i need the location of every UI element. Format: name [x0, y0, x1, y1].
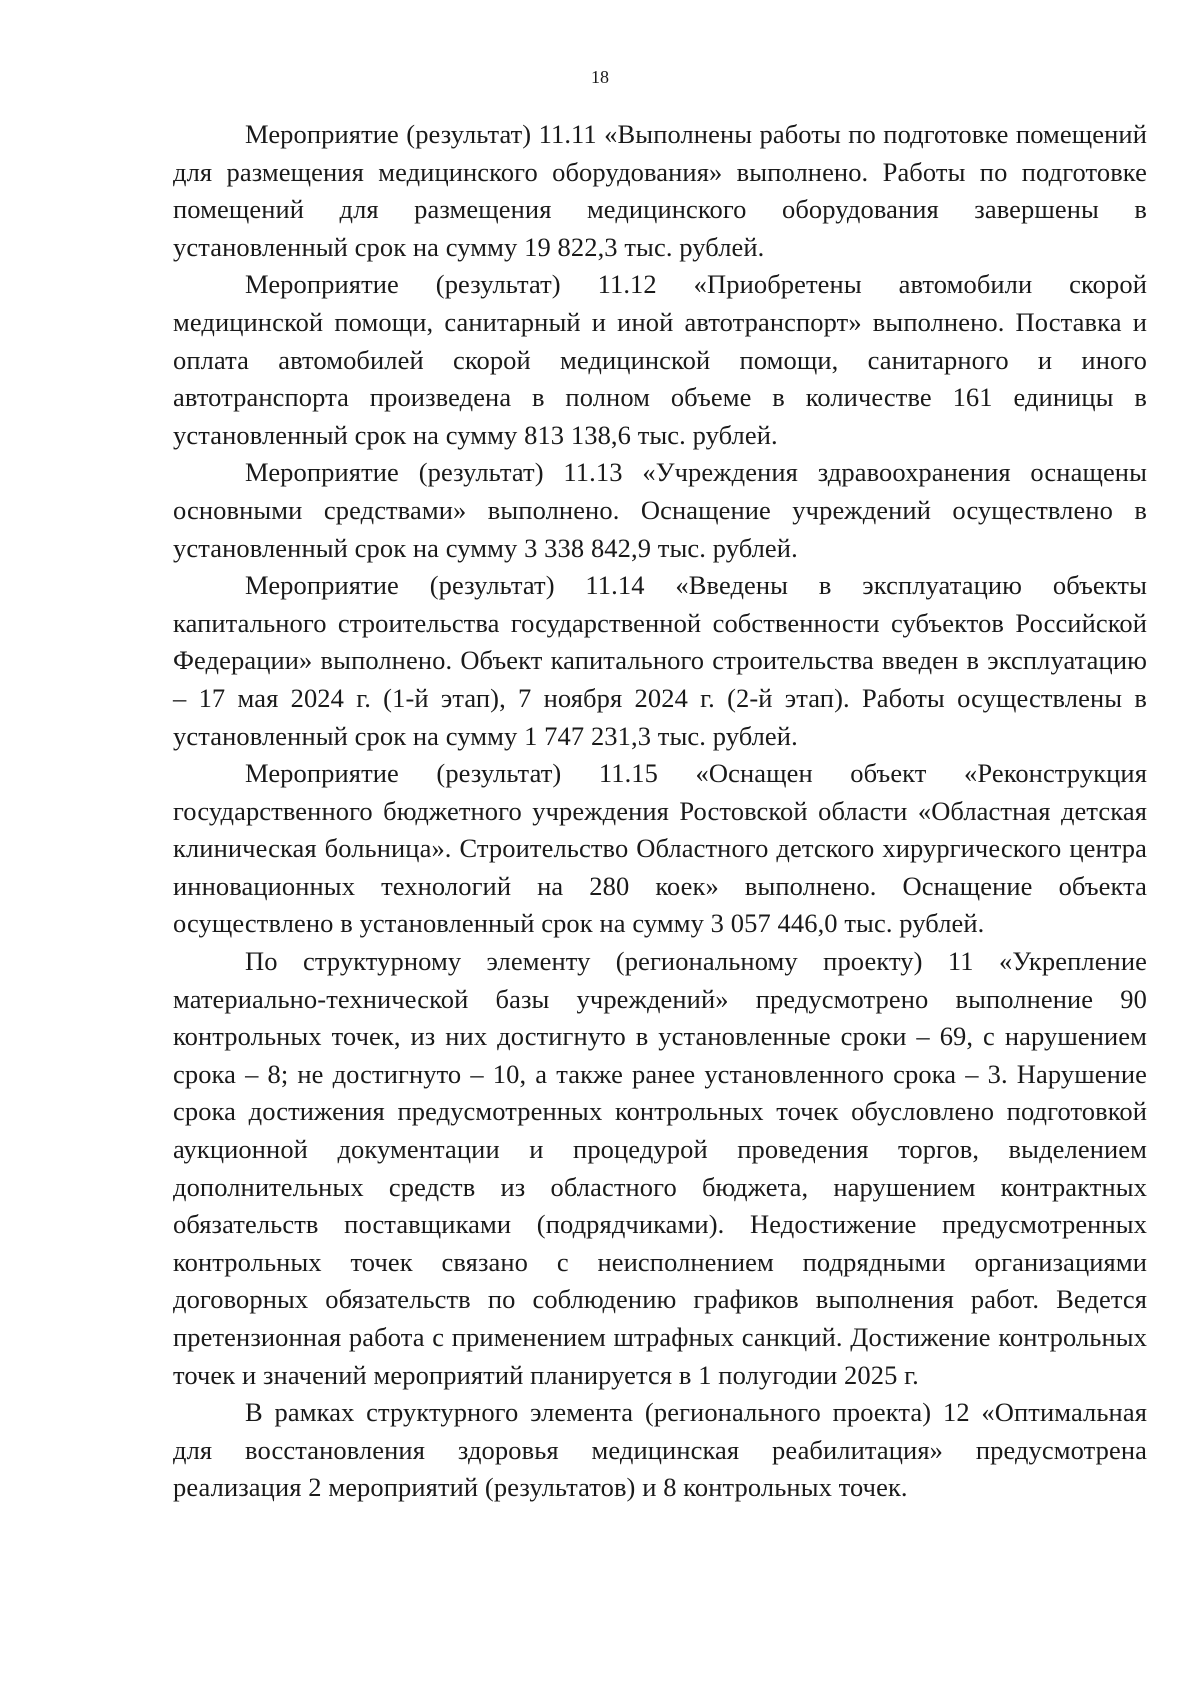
document-body [173, 116, 1147, 1507]
paragraph-result-11-12: Мероприятие (результат) 11.12 «Приобретены автомобили скорой медицинской помощи, санитарный и иной автотранспорт» выполнено. Поставка и оплата автомобилей скорой медицинской помощи, санитарного и иного автотранспорта произведена в полном объеме в количестве 161 единицы в установленный срок на сумму 813 138,6 тыс. рублей. [173, 269, 1147, 450]
paragraph-result-11-11: Мероприятие (результат) 11.11 «Выполнены работы по подготовке помещений для размещения медицинского оборудования» выполнено. Работы по подготовке помещений для размещения медицинского оборудования завершены в установленный срок на сумму 19 822,3 тыс. рублей. [173, 119, 1147, 262]
paragraph-result-11-13: Мероприятие (результат) 11.13 «Учреждения здравоохранения оснащены основными средствами» выполнено. Оснащение учреждений осуществлено в установленный срок на сумму 3 338 842,9 тыс. рублей. [173, 457, 1147, 563]
paragraph-result-11-14: Мероприятие (результат) 11.14 «Введены в эксплуатацию объекты капитального строительства государственной собственности субъектов Российской Федерации» выполнено. Объект капитального строительства введен в эксплуатацию – 17 мая 2024 г. (1-й этап), 7 ноября 2024 г. (2-й этап). Работы осуществлены в установленный срок на сумму 1 747 231,3 тыс. рублей. [173, 570, 1147, 751]
page-number: 18 [591, 67, 609, 87]
paragraph-project-11-summary: По структурному элементу (региональному проекту) 11 «Укрепление материально-технической базы учреждений» предусмотрено выполнение 90 контрольных точек, из них достигнуто в установленные сроки – 69, с нарушением срока – 8; не достигнуто – 10, а также ранее установленного срока – 3. Нарушение срока достижения предусмотренных контрольных точек обусловлено подготовкой аукционной документации и процедурой проведения торгов, выделением дополнительных средств из областного бюджета, нарушением контрактных обязательств поставщиками (подрядчиками). Недостижение предусмотренных контрольных точек связано с неисполнением подрядными организациями договорных обязательств по соблюдению графиков выполнения работ. Ведется претензионная работа с применением штрафных санкций. Достижение контрольных точек и значений мероприятий планируется в 1 полугодии 2025 г. [173, 946, 1147, 1390]
paragraph-result-11-15: Мероприятие (результат) 11.15 «Оснащен объект «Реконструкция государственного бюджетного учреждения Ростовской области «Областная детская клиническая больница». Строительство Областного детского хирургического центра инновационных технологий на 280 коек» выполнено. Оснащение объекта осуществлено в установленный срок на сумму 3 057 446,0 тыс. рублей. [173, 758, 1147, 939]
paragraph-project-12-intro: В рамках структурного элемента (регионального проекта) 12 «Оптимальная для восстановления здоровья медицинская реабилитация» предусмотрена реализация 2 мероприятий (результатов) и 8 контрольных точек. [173, 1397, 1147, 1503]
